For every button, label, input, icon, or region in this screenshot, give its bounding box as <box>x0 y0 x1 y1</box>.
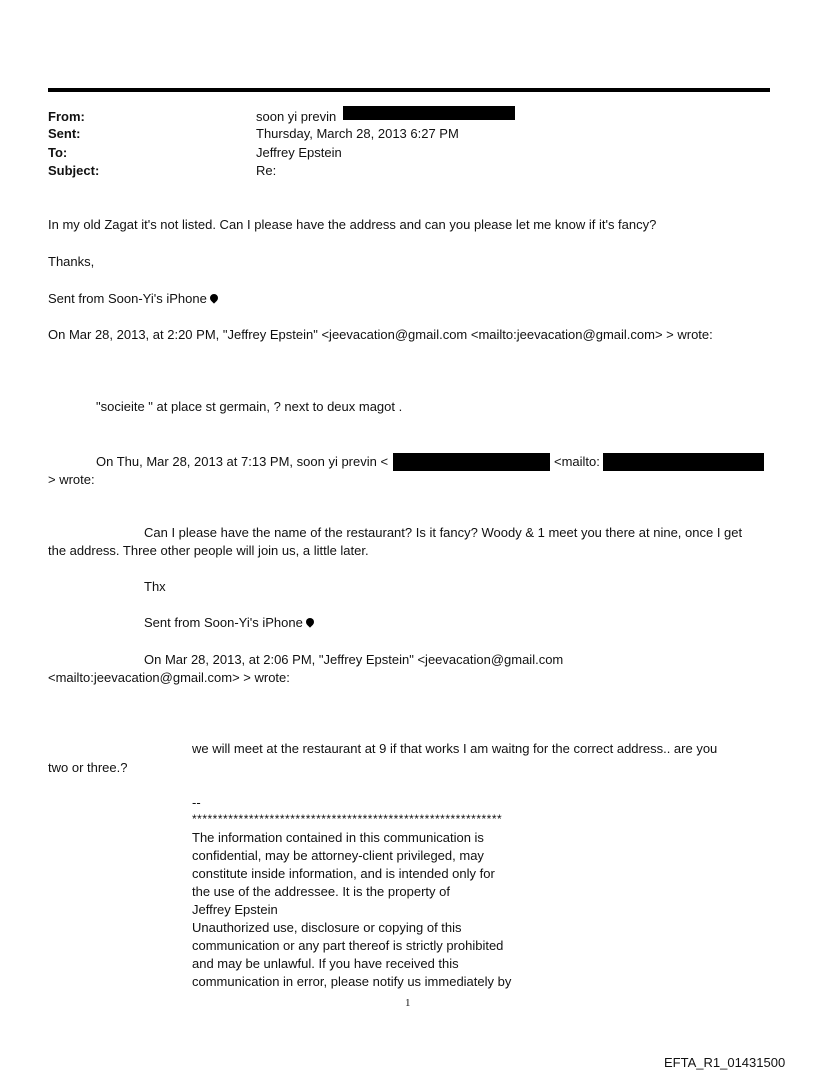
message-text: Can I please have the name of the restaurant? Is it fancy? Woody & 1 meet you there at nine, once I get <box>144 525 743 540</box>
subject-value: Re: <box>256 163 277 178</box>
subject-label: Subject: <box>48 163 100 178</box>
stars-line: ************************************************************ <box>192 812 503 826</box>
signature-text: Sent from Soon-Yi's iPhone <box>144 615 303 630</box>
signature-text: Sent from Soon-Yi's iPhone <box>48 291 207 306</box>
disclaimer-line: communication in error, please notify us immediately by <box>192 974 512 989</box>
signature <box>144 614 314 631</box>
from-value: soon yi previn <box>256 109 337 124</box>
quote-header: On Mar 28, 2013, at 2:06 PM, "Jeffrey Epstein" <jeevacation@gmail.com <box>144 652 564 667</box>
signature <box>48 290 218 307</box>
quote-header-mailto: <mailto: <box>554 454 600 469</box>
location-pin-icon <box>208 292 219 303</box>
message-text: "socieite " at place st germain, ? next to deux magot . <box>96 399 403 414</box>
redaction-box <box>343 106 515 120</box>
quote-header: <mailto:jeevacation@gmail.com> > wrote: <box>48 670 290 685</box>
from-label: From: <box>48 109 85 124</box>
disclaimer-line: and may be unlawful. If you have received this <box>192 956 459 971</box>
to-label: To: <box>48 145 68 160</box>
message-text: Thx <box>144 579 166 594</box>
disclaimer-line: confidential, may be attorney-client privileged, may <box>192 848 484 863</box>
message-text: the address. Three other people will join us, a little later. <box>48 543 369 558</box>
quote-header: On Thu, Mar 28, 2013 at 7:13 PM, soon yi previn < <box>96 454 389 469</box>
disclaimer-line: Unauthorized use, disclosure or copying of this <box>192 920 462 935</box>
message-text: Thanks, <box>48 254 95 269</box>
header-rule <box>48 88 770 92</box>
message-text: In my old Zagat it's not listed. Can I please have the address and can you please let me know if it's fancy? <box>48 217 657 232</box>
redaction-box <box>393 453 550 471</box>
sent-value: Thursday, March 28, 2013 6:27 PM <box>256 126 459 141</box>
page-number: 1 <box>405 997 411 1009</box>
signature-separator: -- <box>192 795 201 810</box>
sent-label: Sent: <box>48 126 81 141</box>
to-value: Jeffrey Epstein <box>256 145 342 160</box>
disclaimer-line: constitute inside information, and is intended only for <box>192 866 495 881</box>
message-text: we will meet at the restaurant at 9 if that works I am waitng for the correct address.. are you <box>192 741 718 756</box>
disclaimer-line: communication or any part thereof is strictly prohibited <box>192 938 504 953</box>
disclaimer-line: The information contained in this communication is <box>192 830 484 845</box>
location-pin-icon <box>304 616 315 627</box>
disclaimer-line: the use of the addressee. It is the property of <box>192 884 450 899</box>
disclaimer-line: Jeffrey Epstein <box>192 902 278 917</box>
document-id: EFTA_R1_01431500 <box>664 1055 786 1070</box>
quote-header: On Mar 28, 2013, at 2:20 PM, "Jeffrey Epstein" <jeevacation@gmail.com <mailto:jeevacation@gmail.com> > wrote: <box>48 327 713 342</box>
message-text: two or three.? <box>48 760 128 775</box>
quote-header: > wrote: <box>48 472 95 487</box>
redaction-box <box>603 453 764 471</box>
